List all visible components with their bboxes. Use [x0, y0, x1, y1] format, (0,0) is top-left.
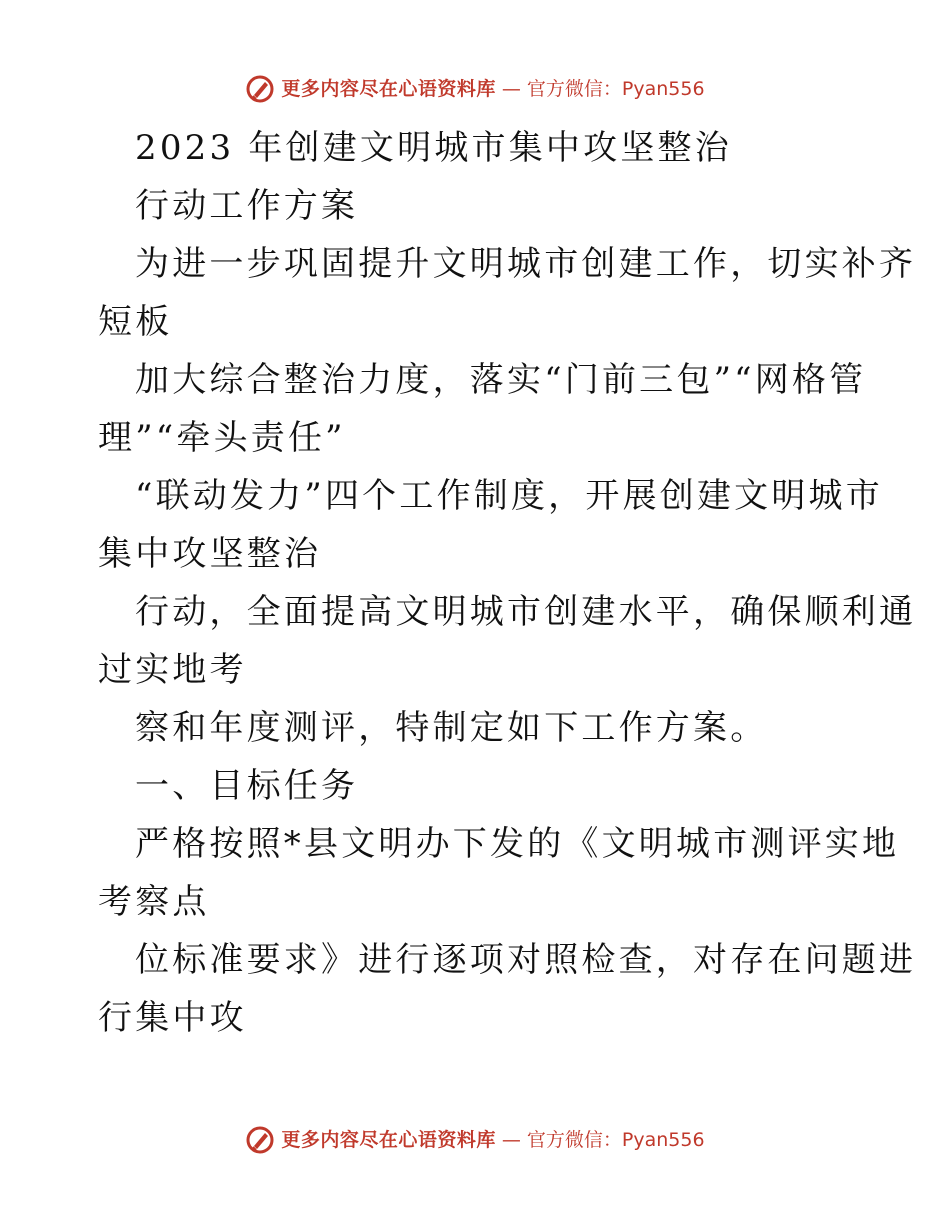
pen-logo-icon: [245, 1125, 275, 1155]
watermark-contact: 官方微信：Pyan556: [526, 78, 705, 100]
watermark-contact: 官方微信：Pyan556: [526, 1129, 705, 1151]
paragraph-line: “联动发力”四个工作制度，开展创建文明城市: [135, 476, 883, 516]
footer-watermark: [0, 1125, 950, 1155]
paragraph-line: 位标准要求》进行逐项对照检查，对存在问题进: [135, 940, 917, 980]
pen-logo-icon: [245, 74, 275, 104]
section-heading: 一、目标任务: [135, 766, 359, 806]
paragraph-line: 察和年度测评，特制定如下工作方案。: [135, 708, 768, 748]
paragraph-line: 行动，全面提高文明城市创建水平，确保顺利通: [135, 592, 917, 632]
paragraph-line: 为进一步巩固提升文明城市创建工作，切实补齐: [135, 244, 917, 284]
paragraph-line: 严格按照*县文明办下发的《文明城市测评实地: [135, 824, 900, 864]
header-watermark: [0, 74, 950, 104]
paragraph-line: 集中攻坚整治: [98, 534, 322, 574]
paragraph-line: 加大综合整治力度，落实“门前三包”“网格管: [135, 360, 867, 400]
paragraph-line: 过实地考: [98, 650, 247, 690]
watermark-text: 更多内容尽在心语资料库: [281, 1129, 496, 1151]
title-line-1: 2023 年创建文明城市集中攻坚整治: [135, 128, 732, 168]
paragraph-line: 理”“牵头责任”: [98, 418, 346, 458]
title-line-2: 行动工作方案: [135, 186, 359, 226]
watermark-dash: —: [501, 1129, 521, 1151]
paragraph-line: 行集中攻: [98, 998, 247, 1038]
watermark-text: 更多内容尽在心语资料库: [281, 78, 496, 100]
paragraph-line: 短板: [98, 302, 173, 342]
watermark-dash: —: [501, 78, 521, 100]
paragraph-line: 考察点: [98, 882, 210, 922]
